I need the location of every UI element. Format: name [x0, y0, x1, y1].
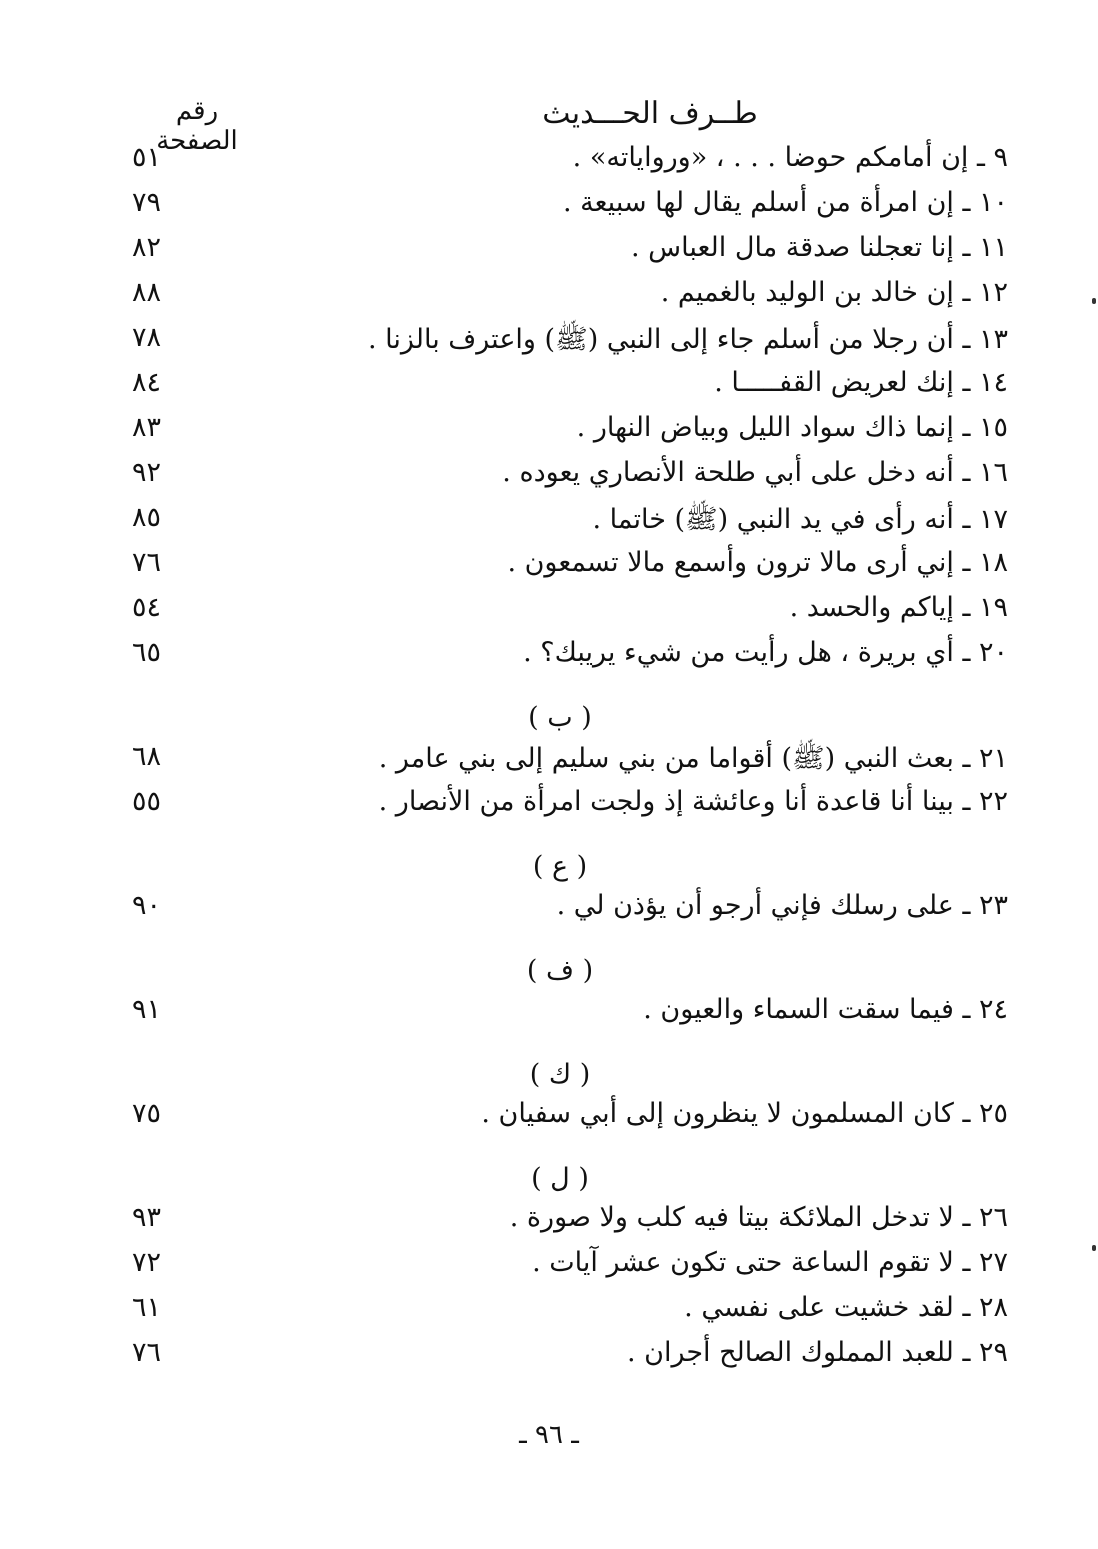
page-number: ٩١ [132, 994, 162, 1025]
page-number: ٥٤ [132, 592, 162, 623]
page-number: ٩٢ [132, 457, 162, 488]
hadith-text: ١٣ ـ أن رجلا من أسلم جاء إلى النبي (ﷺ) واعترف بالزنا . [367, 324, 1008, 355]
index-row [0, 273, 1098, 318]
page-number: ٧٦ [132, 1337, 162, 1368]
index-row [0, 498, 1098, 543]
hadith-text: ١٦ ـ أنه دخل على أبي طلحة الأنصاري يعوده . [502, 457, 1008, 488]
index-row [0, 1288, 1098, 1333]
page-number: ٨٢ [132, 232, 162, 263]
page-number: ٦٨ [132, 741, 162, 772]
page-number: ٦٥ [132, 637, 162, 668]
hadith-text: ١٤ ـ إنك لعريض القفـــــا . [714, 367, 1008, 398]
scan-speck [1092, 1245, 1096, 1251]
page-number: ٨٤ [132, 367, 162, 398]
page-number: ٧٩ [132, 187, 162, 218]
index-row [0, 318, 1098, 363]
section-letter: ( ع ) [532, 851, 588, 882]
index-row [0, 453, 1098, 498]
index-row [0, 737, 1098, 782]
page-number: ٨٣ [132, 412, 162, 443]
hadith-text: ٢٩ ـ للعبد المملوك الصالح أجران . [626, 1337, 1008, 1368]
hadith-text: ٢٥ ـ كان المسلمون لا ينظرون إلى أبي سفيان . [481, 1098, 1008, 1129]
section-heading-lam [0, 1153, 1098, 1198]
index-header [0, 96, 1098, 156]
page-number: ٩٣ [132, 1202, 162, 1233]
hadith-text: ٢٨ ـ لقد خشيت على نفسي . [684, 1292, 1008, 1323]
hadith-text: ٢٣ ـ على رسلك فإني أرجو أن يؤذن لي . [556, 890, 1008, 921]
section-heading-fa [0, 945, 1098, 990]
hadith-text: ١٠ ـ إن امرأة من أسلم يقال لها سبيعة . [563, 187, 1008, 218]
section-letter: ( ب ) [528, 702, 592, 733]
page-number: ٧٢ [132, 1247, 162, 1278]
section-letter: ( ل ) [531, 1163, 589, 1194]
section-heading-ain [0, 841, 1098, 886]
index-row [0, 1243, 1098, 1288]
page-footer-number: ـ ٩٦ ـ [519, 1420, 579, 1450]
page-number: ٦١ [132, 1292, 162, 1323]
page-number: ٩٠ [132, 890, 162, 921]
hadith-text: ٢٢ ـ بينا أنا قاعدة أنا وعائشة إذ ولجت امرأة من الأنصار . [378, 786, 1008, 817]
page-number: ٨٨ [132, 277, 162, 308]
scan-speck [1092, 298, 1096, 304]
hadith-text: ٢١ ـ بعث النبي (ﷺ) أقواما من بني سليم إلى بني عامر . [378, 743, 1008, 774]
hadith-column-heading: طــرف الحـــديث [542, 96, 758, 131]
hadith-text: ٢٧ ـ لا تقوم الساعة حتى تكون عشر آيات . [532, 1247, 1008, 1278]
hadith-text: ٢٠ ـ أي بريرة ، هل رأيت من شيء يريبك؟ . [523, 637, 1008, 668]
index-row [0, 1333, 1098, 1378]
index-row [0, 408, 1098, 453]
section-heading-ba [0, 692, 1098, 737]
page-number: ٨٥ [132, 502, 162, 533]
page-number-column-heading: رقم الصفحة [156, 96, 238, 156]
index-row [0, 228, 1098, 273]
hadith-text: ١٩ ـ إياكم والحسد . [789, 592, 1008, 623]
page-number: ٥١ [132, 142, 162, 173]
page-number: ٧٨ [132, 322, 162, 353]
hadith-text: ٢٦ ـ لا تدخل الملائكة بيتا فيه كلب ولا صورة . [509, 1202, 1008, 1233]
index-row [0, 543, 1098, 588]
index-row [0, 1198, 1098, 1243]
index-row [0, 782, 1098, 827]
page-number: ٥٥ [132, 786, 162, 817]
index-row [0, 1094, 1098, 1139]
section-heading-kaf [0, 1049, 1098, 1094]
hadith-text: ١٢ ـ إن خالد بن الوليد بالغميم . [660, 277, 1008, 308]
index-row [0, 633, 1098, 678]
section-letter: ( ف ) [526, 955, 594, 986]
hadith-text: ٩ ـ إن أمامكم حوضا . . . ، «ورواياته» . [572, 142, 1008, 173]
hadith-text: ١٥ ـ إنما ذاك سواد الليل وبياض النهار . [576, 412, 1008, 443]
index-row [0, 363, 1098, 408]
section-letter: ( ك ) [529, 1059, 591, 1090]
index-row [0, 138, 1098, 183]
hadith-text: ٢٤ ـ فيما سقت السماء والعيون . [643, 994, 1008, 1025]
index-row [0, 588, 1098, 633]
hadith-text: ١١ ـ إنا تعجلنا صدقة مال العباس . [631, 232, 1008, 263]
hadith-text: ١٨ ـ إني أرى مالا ترون وأسمع مالا تسمعون . [507, 547, 1008, 578]
index-row [0, 990, 1098, 1035]
page-number: ٧٥ [132, 1098, 162, 1129]
index-row [0, 886, 1098, 931]
index-row [0, 183, 1098, 228]
hadith-index-list [0, 138, 1098, 1378]
page-number: ٧٦ [132, 547, 162, 578]
hadith-text: ١٧ ـ أنه رأى في يد النبي (ﷺ) خاتما . [592, 504, 1008, 535]
